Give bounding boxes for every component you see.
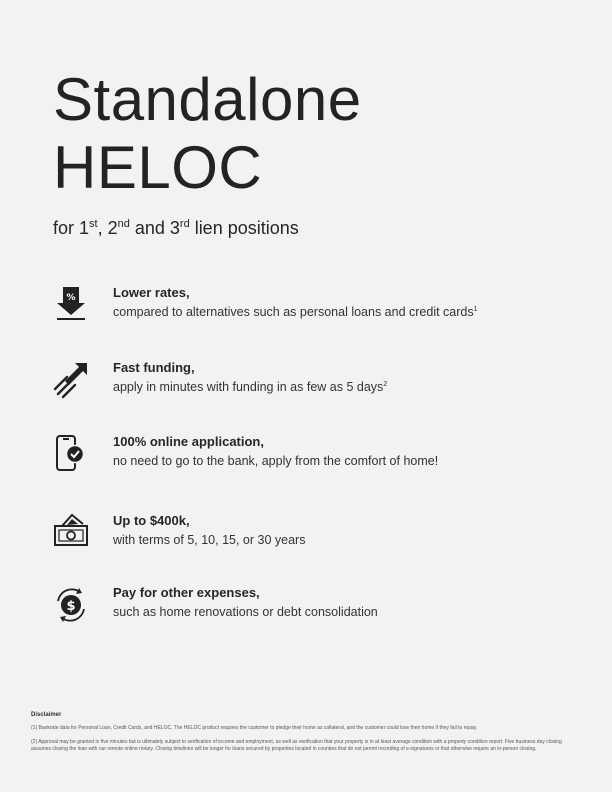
fast-arrow-icon bbox=[53, 360, 89, 400]
feature-body: apply in minutes with funding in as few as 5 days$^2$ bbox=[113, 380, 388, 394]
feature-other-expenses bbox=[53, 585, 573, 629]
feature-heading: 100% online application, bbox=[113, 434, 264, 449]
feature-body: with terms of 5, 10, 15, or 30 years bbox=[113, 533, 306, 547]
feature-body: compared to alternatives such as personal loans and credit cards$^1$ bbox=[113, 305, 478, 319]
percent-down-arrow-icon bbox=[53, 285, 89, 325]
feature-body: no need to go to the bank, apply from the comfort of home! bbox=[113, 454, 439, 468]
feature-heading: Up to $400k, bbox=[113, 513, 190, 528]
svg-text:%: % bbox=[66, 293, 76, 303]
phone-check-icon bbox=[53, 434, 89, 474]
disclaimer-heading: Disclaimer bbox=[31, 712, 62, 718]
feature-fast-funding bbox=[53, 360, 573, 404]
feature-lower-rates bbox=[53, 285, 573, 329]
feature-heading: Pay for other expenses, bbox=[113, 585, 260, 600]
cash-icon bbox=[53, 513, 89, 553]
disclaimer-note-1: (1) Bankrate data for Personal Loan, Credit Cards, and HELOC. The HELOC product requires the customer to pledge their home as collateral, and the customer could lose their home if they fail to repay. bbox=[31, 725, 478, 731]
subtitle: for 1st, 2nd and 3rd lien positions bbox=[53, 218, 299, 238]
disclaimer bbox=[31, 712, 583, 760]
feature-heading: Fast funding, bbox=[113, 360, 195, 375]
feature-online-application bbox=[53, 434, 573, 478]
page-title bbox=[53, 66, 362, 202]
dollar-cycle-icon bbox=[53, 585, 89, 625]
feature-up-to-400k bbox=[53, 513, 573, 557]
svg-text:$: $ bbox=[66, 599, 76, 614]
feature-body: such as home renovations or debt consolidation bbox=[113, 605, 378, 619]
disclaimer-note-2: (2) Approval may be granted in five minutes but is ultimately subject to verification of income and employment, as well as verification that your property is in at least average condition with a property condition report. Five business day closing assumes closing the loan with our remote online notary. Closing timelines will be longer for loans secured by properties located in counties that do not permit recording of e-signatures or that otherwise require an in-person closing. bbox=[31, 739, 562, 752]
title-line-1: Standalone bbox=[53, 66, 362, 133]
feature-heading: Lower rates, bbox=[113, 285, 190, 300]
title-line-2: HELOC bbox=[53, 134, 263, 201]
